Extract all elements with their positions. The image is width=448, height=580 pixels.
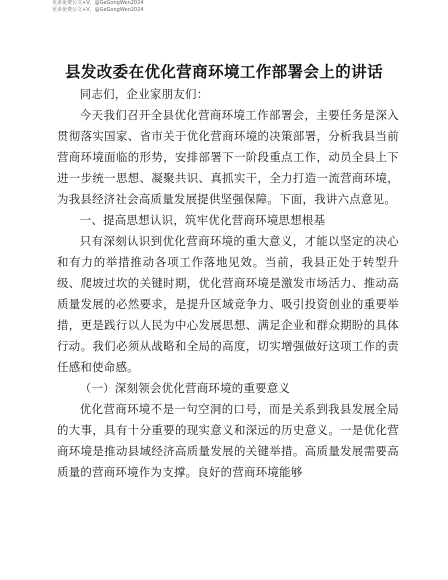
document-body bbox=[57, 84, 399, 483]
paragraph-intro: 今天我们召开全县优化营商环境工作部署会，主要任务是深入贯彻落实国家、省市关于优化营商环境的决策部署，分析我县当前营商环境面临的形势，安排部署下一阶段重点工作，动员全县上下进一步统一思想、凝聚共识、真抓实干，全力打造一流营商环境，为我县经济社会高质量发展提供坚强保障。下面，我讲六点意见。 bbox=[57, 108, 399, 206]
watermark-line-2: 更多免费公文+V，@GeGongWen2024 bbox=[52, 7, 144, 13]
watermark-line-1: 更多免费公文+V，@GeGongWen2024 bbox=[52, 0, 144, 6]
greeting: 同志们，企业家朋友们： bbox=[79, 87, 209, 101]
paragraph-section-1: 只有深刻认识到优化营商环境的重大意义，才能以坚定的决心和有力的举措推动各项工作落地见效。当前，我县正处于转型升级、爬坡过坎的关键时期，优化营商环境是激发市场活力、推动高质量发展的必然要求，是提升区域竞争力、吸引投资创业的重要举措，更是践行以人民为中心发展思想、满足企业和群众期盼的具体行动。我们必须从战略和全局的高度，切实增强做好这项工作的责任感和使命感。 bbox=[57, 234, 399, 374]
subsection-heading-1: （一）深刻领会优化营商环境的重要意义 bbox=[79, 381, 291, 395]
document-title: 县发改委在优化营商环境工作部署会上的讲话 bbox=[64, 62, 383, 81]
section-heading-1: 一、提高思想认识，筑牢优化营商环境思想根基 bbox=[79, 213, 326, 227]
paragraph-subsection-1: 优化营商环境不是一句空洞的口号，而是关系到我县发展全局的大事，具有十分重要的现实意义和深远的历史意义。一是优化营商环境是推动县域经济高质量发展的关键举措。高质量发展需要高质量的营商环境作为支撑。良好的营商环境能够 bbox=[57, 402, 399, 479]
watermark bbox=[52, 0, 143, 14]
